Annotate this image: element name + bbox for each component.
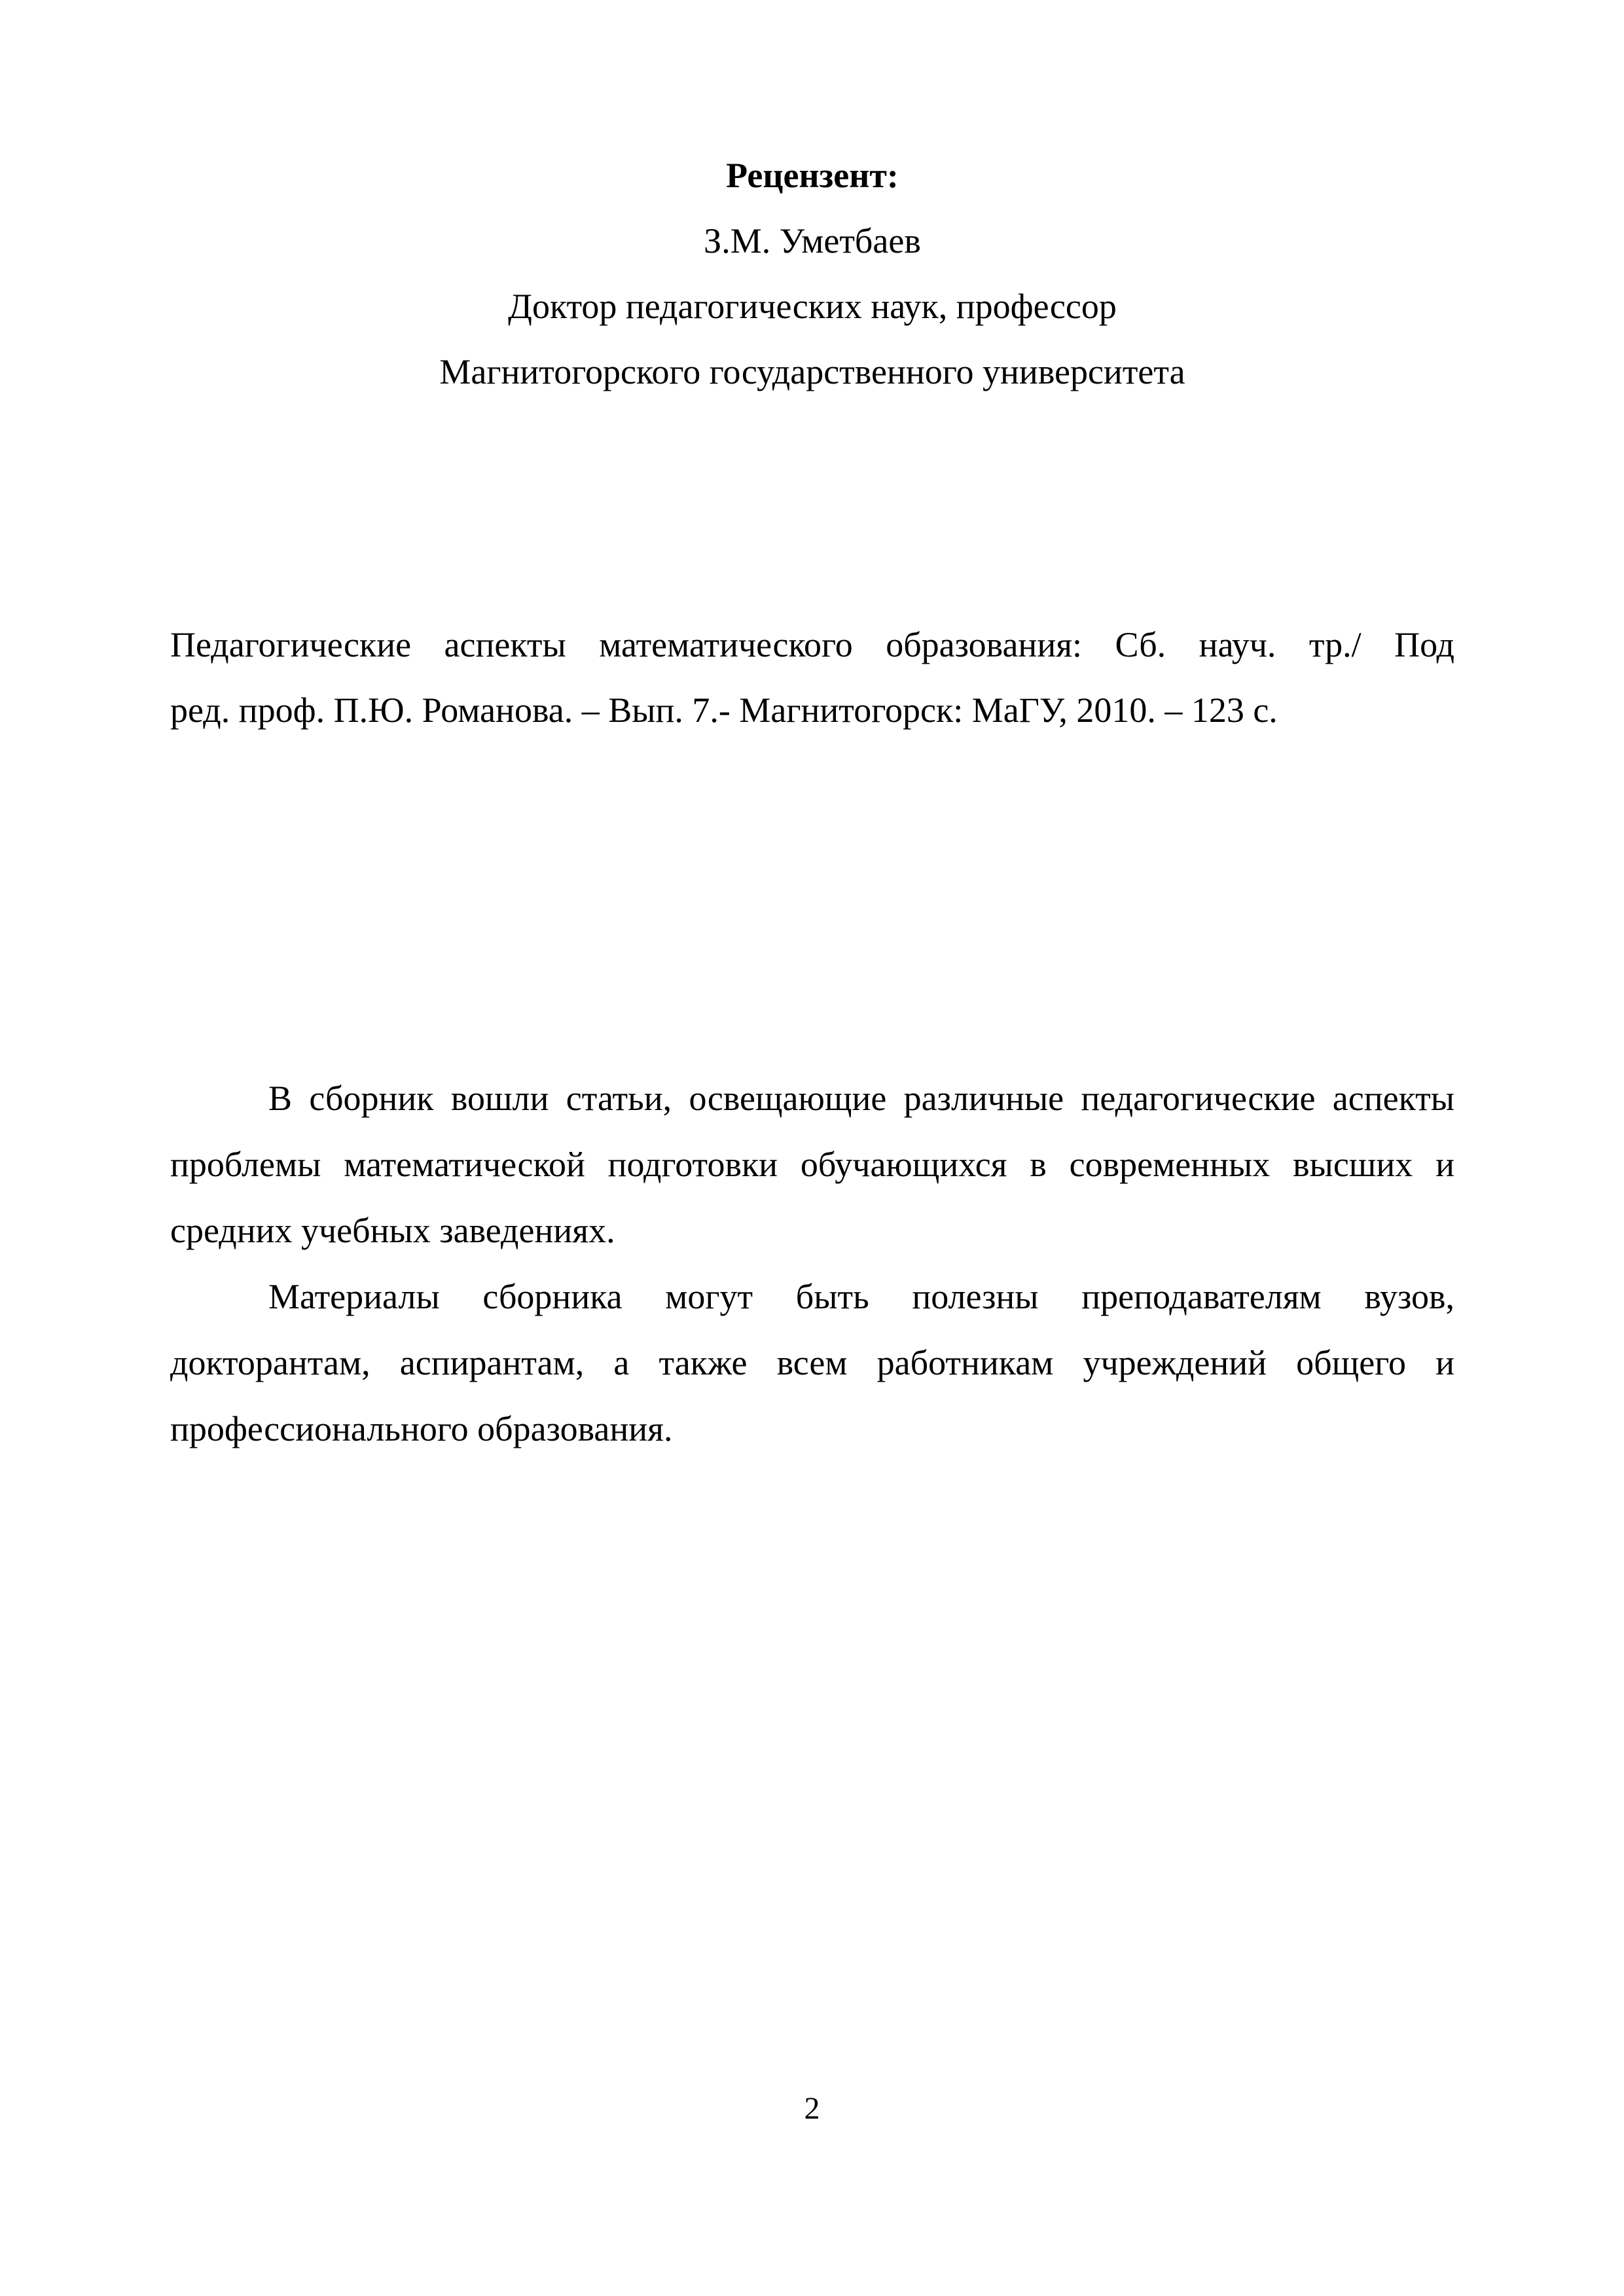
reviewer-name: З.М. Уметбаев bbox=[704, 221, 921, 260]
citation-line-1: Педагогические аспекты математического образования: Сб. науч. тр./ Под bbox=[170, 625, 1454, 664]
abstract bbox=[170, 1066, 1454, 1462]
abstract-paragraph-1: В сборник вошли статьи, освещающие различные педагогические аспекты проблемы математической подготовки обучающихся в современных высших и средних учебных заведениях. bbox=[170, 1079, 1454, 1250]
citation-line-2: ред. проф. П.Ю. Романова. – Вып. 7.- Магнитогорск: МаГУ, 2010. – 123 с. bbox=[170, 691, 1278, 730]
abstract-paragraph-2: Материалы сборника могут быть полезны преподавателям вузов, докторантам, аспирантам, а также всем работникам учреждений общего и профессионального образования. bbox=[170, 1277, 1454, 1448]
page-number: 2 bbox=[804, 2091, 820, 2126]
reviewer-title: Доктор педагогических наук, профессор bbox=[508, 287, 1117, 326]
reviewer-affiliation: Магнитогорского государственного университета bbox=[439, 352, 1185, 391]
bibliographic-citation bbox=[170, 612, 1454, 743]
reviewer-block bbox=[170, 143, 1454, 404]
reviewer-heading: Рецензент: bbox=[726, 156, 899, 195]
